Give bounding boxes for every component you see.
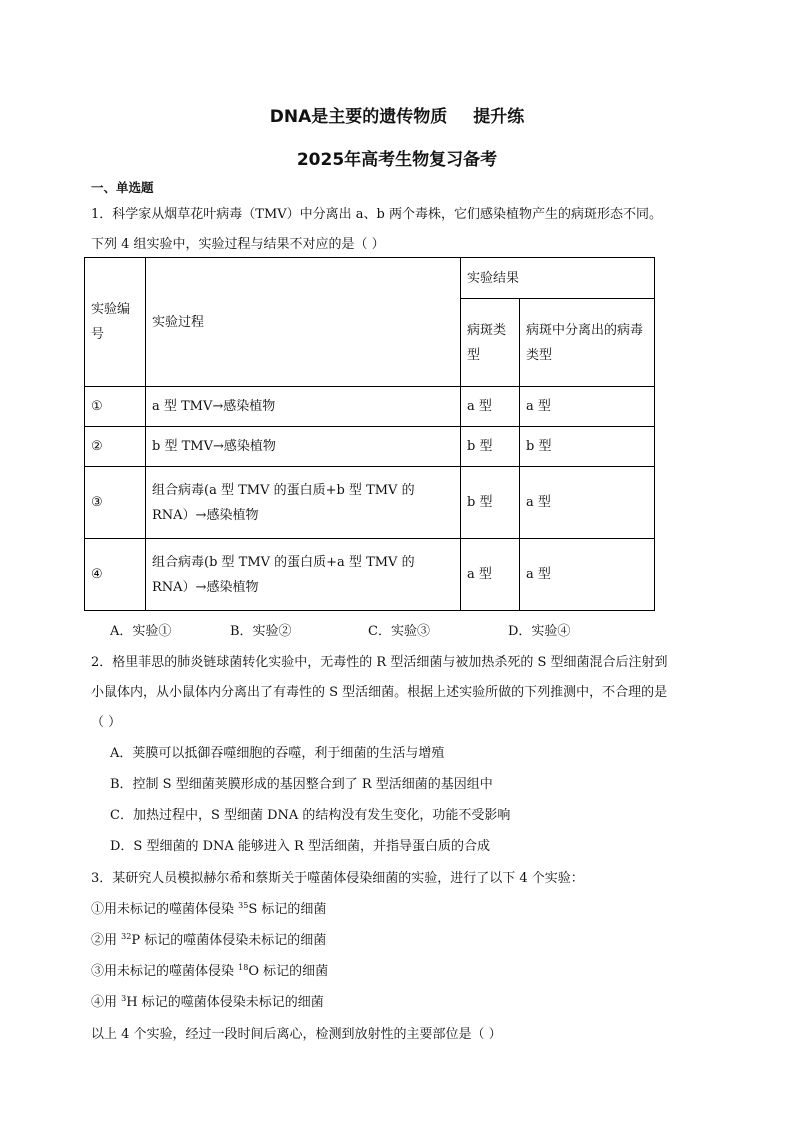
question-2-stem-line2: 小鼠体内，从小鼠体内分离出了有毒性的 S 型活细菌。根据上述实验所做的下列推测中，不合理的是	[91, 685, 668, 700]
table-row	[85, 427, 655, 467]
table-header-no: 实验编号	[85, 258, 146, 387]
title-tag: 提升练	[473, 107, 525, 127]
row-no: ④	[85, 539, 146, 611]
table-row	[85, 387, 655, 427]
row-virus: a 型	[520, 539, 655, 611]
row-spot: b 型	[461, 467, 520, 539]
question-3-item: ④用 $^3$H 标记的噬菌体侵染未标记的细菌	[91, 994, 324, 1010]
experiment-table	[84, 257, 655, 611]
question-3-stem-line1: 3．某研究人员模拟赫尔希和蔡斯关于噬菌体侵染细菌的实验，进行了以下 4 个实验：	[91, 871, 584, 886]
option-c[interactable]: C．加热过程中，S 型细菌 DNA 的结构没有发生变化，功能不受影响	[110, 808, 511, 823]
table-row	[85, 467, 655, 539]
option-a[interactable]: A．荚膜可以抵御吞噬细胞的吞噬，利于细菌的生活与增殖	[110, 746, 445, 761]
section-heading: 一、单选题	[91, 180, 154, 195]
question-1-stem-line2: 下列 4 组实验中，实验过程与结果不对应的是（ ）	[91, 237, 385, 252]
table-row	[85, 539, 655, 611]
option-a[interactable]: A．实验①	[110, 624, 172, 639]
question-1-stem-line1: 1．科学家从烟草花叶病毒（TMV）中分离出 a、b 两个毒株，它们感染植物产生的病斑形态不同。	[91, 207, 662, 222]
option-d[interactable]: D．S 型细菌的 DNA 能够进入 R 型活细菌，并指导蛋白质的合成	[110, 839, 490, 854]
question-3-prompt: 以上 4 个实验，经过一段时间后离心，检测到放射性的主要部位是（ ）	[91, 1027, 502, 1042]
row-spot: a 型	[461, 539, 520, 611]
table-header-virus-type: 病斑中分离出的病毒类型	[520, 299, 655, 387]
option-b[interactable]: B．实验②	[230, 624, 292, 639]
row-spot: a 型	[461, 387, 520, 427]
row-virus: b 型	[520, 427, 655, 467]
row-no: ③	[85, 467, 146, 539]
title-main: DNA是主要的遗传物质	[269, 107, 448, 127]
question-2-stem-line3: （ ）	[91, 715, 122, 730]
question-3-item: ③用未标记的噬菌体侵染 $^{18}$O 标记的细菌	[91, 963, 329, 979]
row-virus: a 型	[520, 467, 655, 539]
option-d[interactable]: D．实验④	[508, 624, 571, 639]
row-process: 组合病毒(a 型 TMV 的蛋白质+b 型 TMV 的 RNA）→感染植物	[146, 467, 461, 539]
question-2-stem-line1: 2．格里菲思的肺炎链球菌转化实验中，无毒性的 R 型活细菌与被加热杀死的 S 型细菌混合后注射到	[91, 655, 668, 670]
document-subtitle: 2025年高考生物复习备考	[296, 150, 498, 170]
row-no: ②	[85, 427, 146, 467]
row-no: ①	[85, 387, 146, 427]
row-process: b 型 TMV→感染植物	[146, 427, 461, 467]
question-3-item: ①用未标记的噬菌体侵染 $^{35}$S 标记的细菌	[91, 901, 327, 917]
row-process: a 型 TMV→感染植物	[146, 387, 461, 427]
table-header-result: 实验结果	[461, 258, 655, 299]
option-b[interactable]: B．控制 S 型细菌荚膜形成的基因整合到了 R 型活细菌的基因组中	[110, 777, 493, 792]
row-virus: a 型	[520, 387, 655, 427]
option-c[interactable]: C．实验③	[368, 624, 430, 639]
table-header-process: 实验过程	[146, 258, 461, 387]
row-process: 组合病毒(b 型 TMV 的蛋白质+a 型 TMV 的 RNA）→感染植物	[146, 539, 461, 611]
question-3-item: ②用 $^{32}$P 标记的噬菌体侵染未标记的细菌	[91, 932, 327, 948]
document-title	[0, 102, 794, 127]
row-spot: b 型	[461, 427, 520, 467]
table-header-spot-type: 病斑类型	[461, 299, 520, 387]
